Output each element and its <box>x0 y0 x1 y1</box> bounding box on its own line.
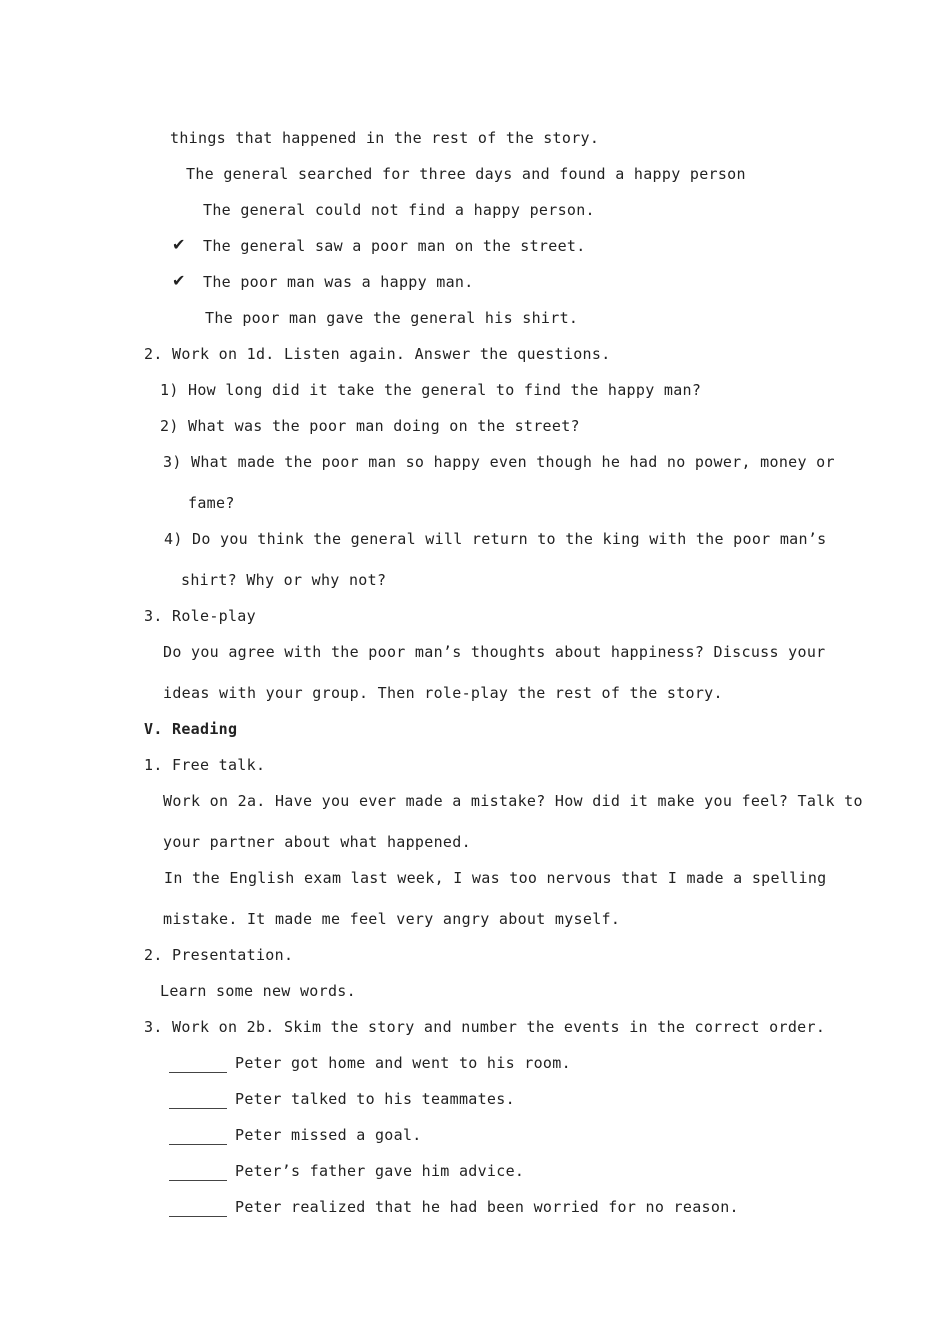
intro-line: things that happened in the rest of the story. <box>170 129 600 147</box>
free-talk-prompt-line-1: Work on 2a. Have you ever made a mistake? How did it make you feel? Talk to <box>163 792 863 810</box>
question-3-line-2: fame? <box>188 494 235 512</box>
free-talk-prompt-line-2: your partner about what happened. <box>163 833 471 851</box>
role-play-line-2: ideas with your group. Then role-play the rest of the story. <box>163 684 723 702</box>
reading-heading: V. Reading <box>144 720 238 738</box>
task-3-heading: 3. Role-play <box>144 607 256 625</box>
event-2: The general could not find a happy person. <box>203 201 595 219</box>
order-item <box>169 1125 422 1145</box>
check-mark-icon: ✔ <box>172 271 186 290</box>
answer-blank[interactable] <box>169 1166 227 1181</box>
question-3-line-1: 3) What made the poor man so happy even though he had no power, money or <box>163 453 835 471</box>
order-item-text: Peter’s father gave him advice. <box>235 1162 525 1180</box>
order-item <box>169 1161 524 1181</box>
role-play-line-1: Do you agree with the poor man’s thoughts about happiness? Discuss your <box>163 643 826 661</box>
sample-answer-line-2: mistake. It made me feel very angry about myself. <box>163 910 621 928</box>
new-words-line: Learn some new words. <box>160 982 356 1000</box>
order-item <box>169 1089 515 1109</box>
order-item-text: Peter got home and went to his room. <box>235 1054 571 1072</box>
question-4-line-1: 4) Do you think the general will return to the king with the poor man’s <box>164 530 827 548</box>
answer-blank[interactable] <box>169 1130 227 1145</box>
question-1: 1) How long did it take the general to find the happy man? <box>160 381 702 399</box>
check-mark-icon: ✔ <box>172 235 186 254</box>
answer-blank[interactable] <box>169 1058 227 1073</box>
order-item <box>169 1053 571 1073</box>
order-item-text: Peter talked to his teammates. <box>235 1090 515 1108</box>
skim-task-heading: 3. Work on 2b. Skim the story and number the events in the correct order. <box>144 1018 826 1036</box>
answer-blank[interactable] <box>169 1094 227 1109</box>
sample-answer-line-1: In the English exam last week, I was too nervous that I made a spelling <box>164 869 827 887</box>
event-1: The general searched for three days and found a happy person <box>186 165 746 183</box>
free-talk-heading: 1. Free talk. <box>144 756 266 774</box>
order-item-text: Peter missed a goal. <box>235 1126 422 1144</box>
event-4: The poor man was a happy man. <box>203 273 474 291</box>
event-5: The poor man gave the general his shirt. <box>205 309 579 327</box>
presentation-heading: 2. Presentation. <box>144 946 294 964</box>
event-3: The general saw a poor man on the street. <box>203 237 586 255</box>
order-item <box>169 1197 739 1217</box>
answer-blank[interactable] <box>169 1202 227 1217</box>
question-2: 2) What was the poor man doing on the street? <box>160 417 580 435</box>
order-item-text: Peter realized that he had been worried for no reason. <box>235 1198 739 1216</box>
question-4-line-2: shirt? Why or why not? <box>181 571 387 589</box>
task-2-heading: 2. Work on 1d. Listen again. Answer the questions. <box>144 345 611 363</box>
